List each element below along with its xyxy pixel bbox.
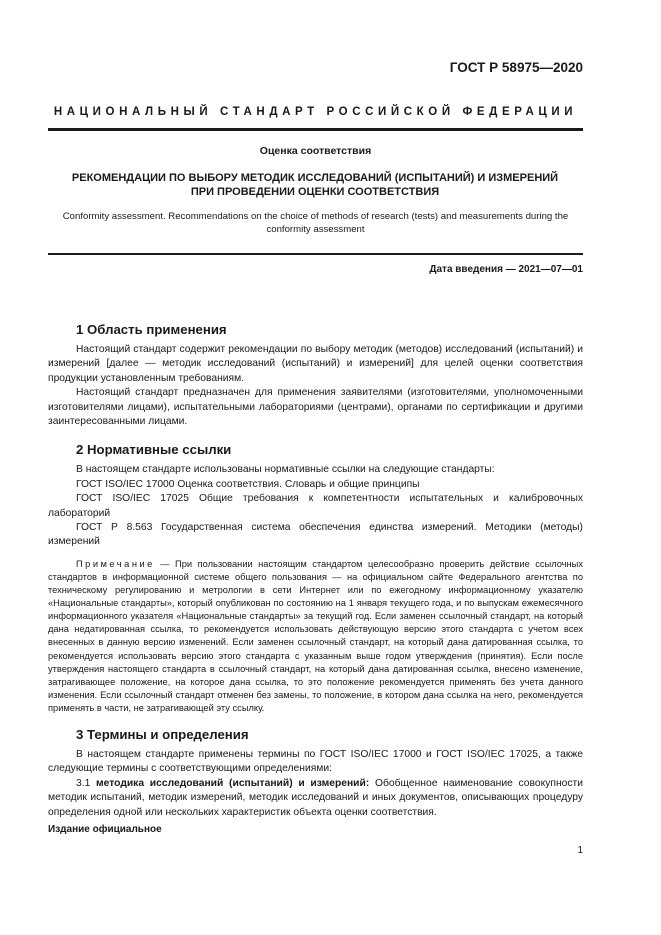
section-heading: 2 Нормативные ссылки <box>76 442 232 458</box>
section-heading: 1 Область применения <box>76 322 227 337</box>
national-standard-banner: НАЦИОНАЛЬНЫЙ СТАНДАРТ РОССИЙСКОЙ ФЕДЕРАЦИИ <box>53 106 578 118</box>
english-title-line-2: conformity assessment <box>266 224 365 235</box>
edition-label: Издание официальное <box>48 824 162 835</box>
note-block <box>48 558 583 715</box>
reference-item: ГОСТ Р 8.563 Государственная система обеспечения единства измерений. Методики (методы) измерений <box>48 522 583 548</box>
paragraph: В настоящем стандарте использованы нормативные ссылки на следующие стандарты: <box>76 464 495 476</box>
paragraph: В настоящем стандарте применены термины по ГОСТ ISO/IEC 17000 и ГОСТ ISO/IEC 17025, а также следующие термины с соответствующими определениями: <box>48 749 583 775</box>
paragraph: Настоящий стандарт содержит рекомендации по выбору методик (методов) исследований (испытаний) и измерений [далее — методик исследований (испытаний) и измерений] для целей оценки соответствия продукции установленным требованиям. <box>48 344 583 384</box>
top-divider <box>48 128 583 131</box>
term-definition <box>48 777 583 820</box>
document-code: ГОСТ Р 58975—2020 <box>449 60 583 75</box>
reference-item: ГОСТ ISO/IEC 17000 Оценка соответствия. Словарь и общие принципы <box>76 478 420 490</box>
paragraph: Настоящий стандарт предназначен для применения заявителями (изготовителями, уполномоченными изготовителями лицами), испытательными лабораториями (центрами), органами по сертификации и другими заинтересованными лицами. <box>48 387 583 428</box>
note-label: Примечание <box>76 558 155 569</box>
term-name: методика исследований (испытаний) и измерений: <box>96 777 370 789</box>
title-divider <box>48 253 583 255</box>
introduction-date: Дата введения — 2021—07—01 <box>429 264 583 275</box>
standard-category: Оценка соответствия <box>259 145 372 157</box>
term-definition-text: Обобщенное наименование совокупности методик испытаний, методик измерений, методик исследований и иных документов, описывающих процедуру определения одной или нескольких характеристик объекта оценки соответствия. <box>48 777 583 818</box>
title-line-2: ПРИ ПРОВЕДЕНИИ ОЦЕНКИ СООТВЕТСТВИЯ <box>190 186 440 198</box>
section-terms <box>48 726 583 820</box>
page-number: 1 <box>577 845 583 856</box>
note-paragraph <box>48 558 583 715</box>
section-scope <box>48 321 583 429</box>
document-title <box>70 171 560 199</box>
reference-item: ГОСТ ISO/IEC 17025 Общие требования к компетентности испытательных и калибровочных лабораторий <box>48 493 583 519</box>
section-normative-references <box>48 441 583 715</box>
note-text: — При пользовании настоящим стандартом целесообразно проверить действие ссылочных стандартов в информационной системе общего пользования — на официальном сайте Федерального агентства по техническому регулированию и метрологии в сети Интернет или по ежегодному информационному указателю «Национальные стандарты», который опубликован по состоянию на 1 января текущего года, и по выпускам ежемесячного информационного указателя «Национальные стандарты» за текущий год. Если заменен ссылочный стандарт, на который дана недатированная ссылка, то рекомендуется использовать действующую версию этого стандарта с учетом всех внесенных в данную версию изменений. Если заменен ссылочный стандарт, на который дана датированная ссылка, то рекомендуется использовать версию этого стандарта с указанным выше годом утверждения (принятия). Если после утверждения настоящего стандарта в ссылочный стандарт, на который дана датированная ссылка, внесено изменение, затрагивающее положение, на которое дана ссылка, то это положение рекомендуется применять без учета данного изменения. Если ссылочный стандарт отменен без замены, то положение, в котором дана ссылка на него, рекомендуется применять в части, не затрагивающей эту ссылку. <box>48 558 583 713</box>
term-number: 3.1 <box>76 777 97 789</box>
english-title <box>48 210 583 236</box>
title-line-1: РЕКОМЕНДАЦИИ ПО ВЫБОРУ МЕТОДИК ИССЛЕДОВАНИЙ (ИСПЫТАНИЙ) И ИЗМЕРЕНИЙ <box>71 172 559 184</box>
document-body <box>48 318 583 820</box>
section-heading: 3 Термины и определения <box>76 727 249 742</box>
english-title-line-1: Conformity assessment. Recommendations on the choice of methods of research (tests) and measurements during the <box>62 211 569 222</box>
